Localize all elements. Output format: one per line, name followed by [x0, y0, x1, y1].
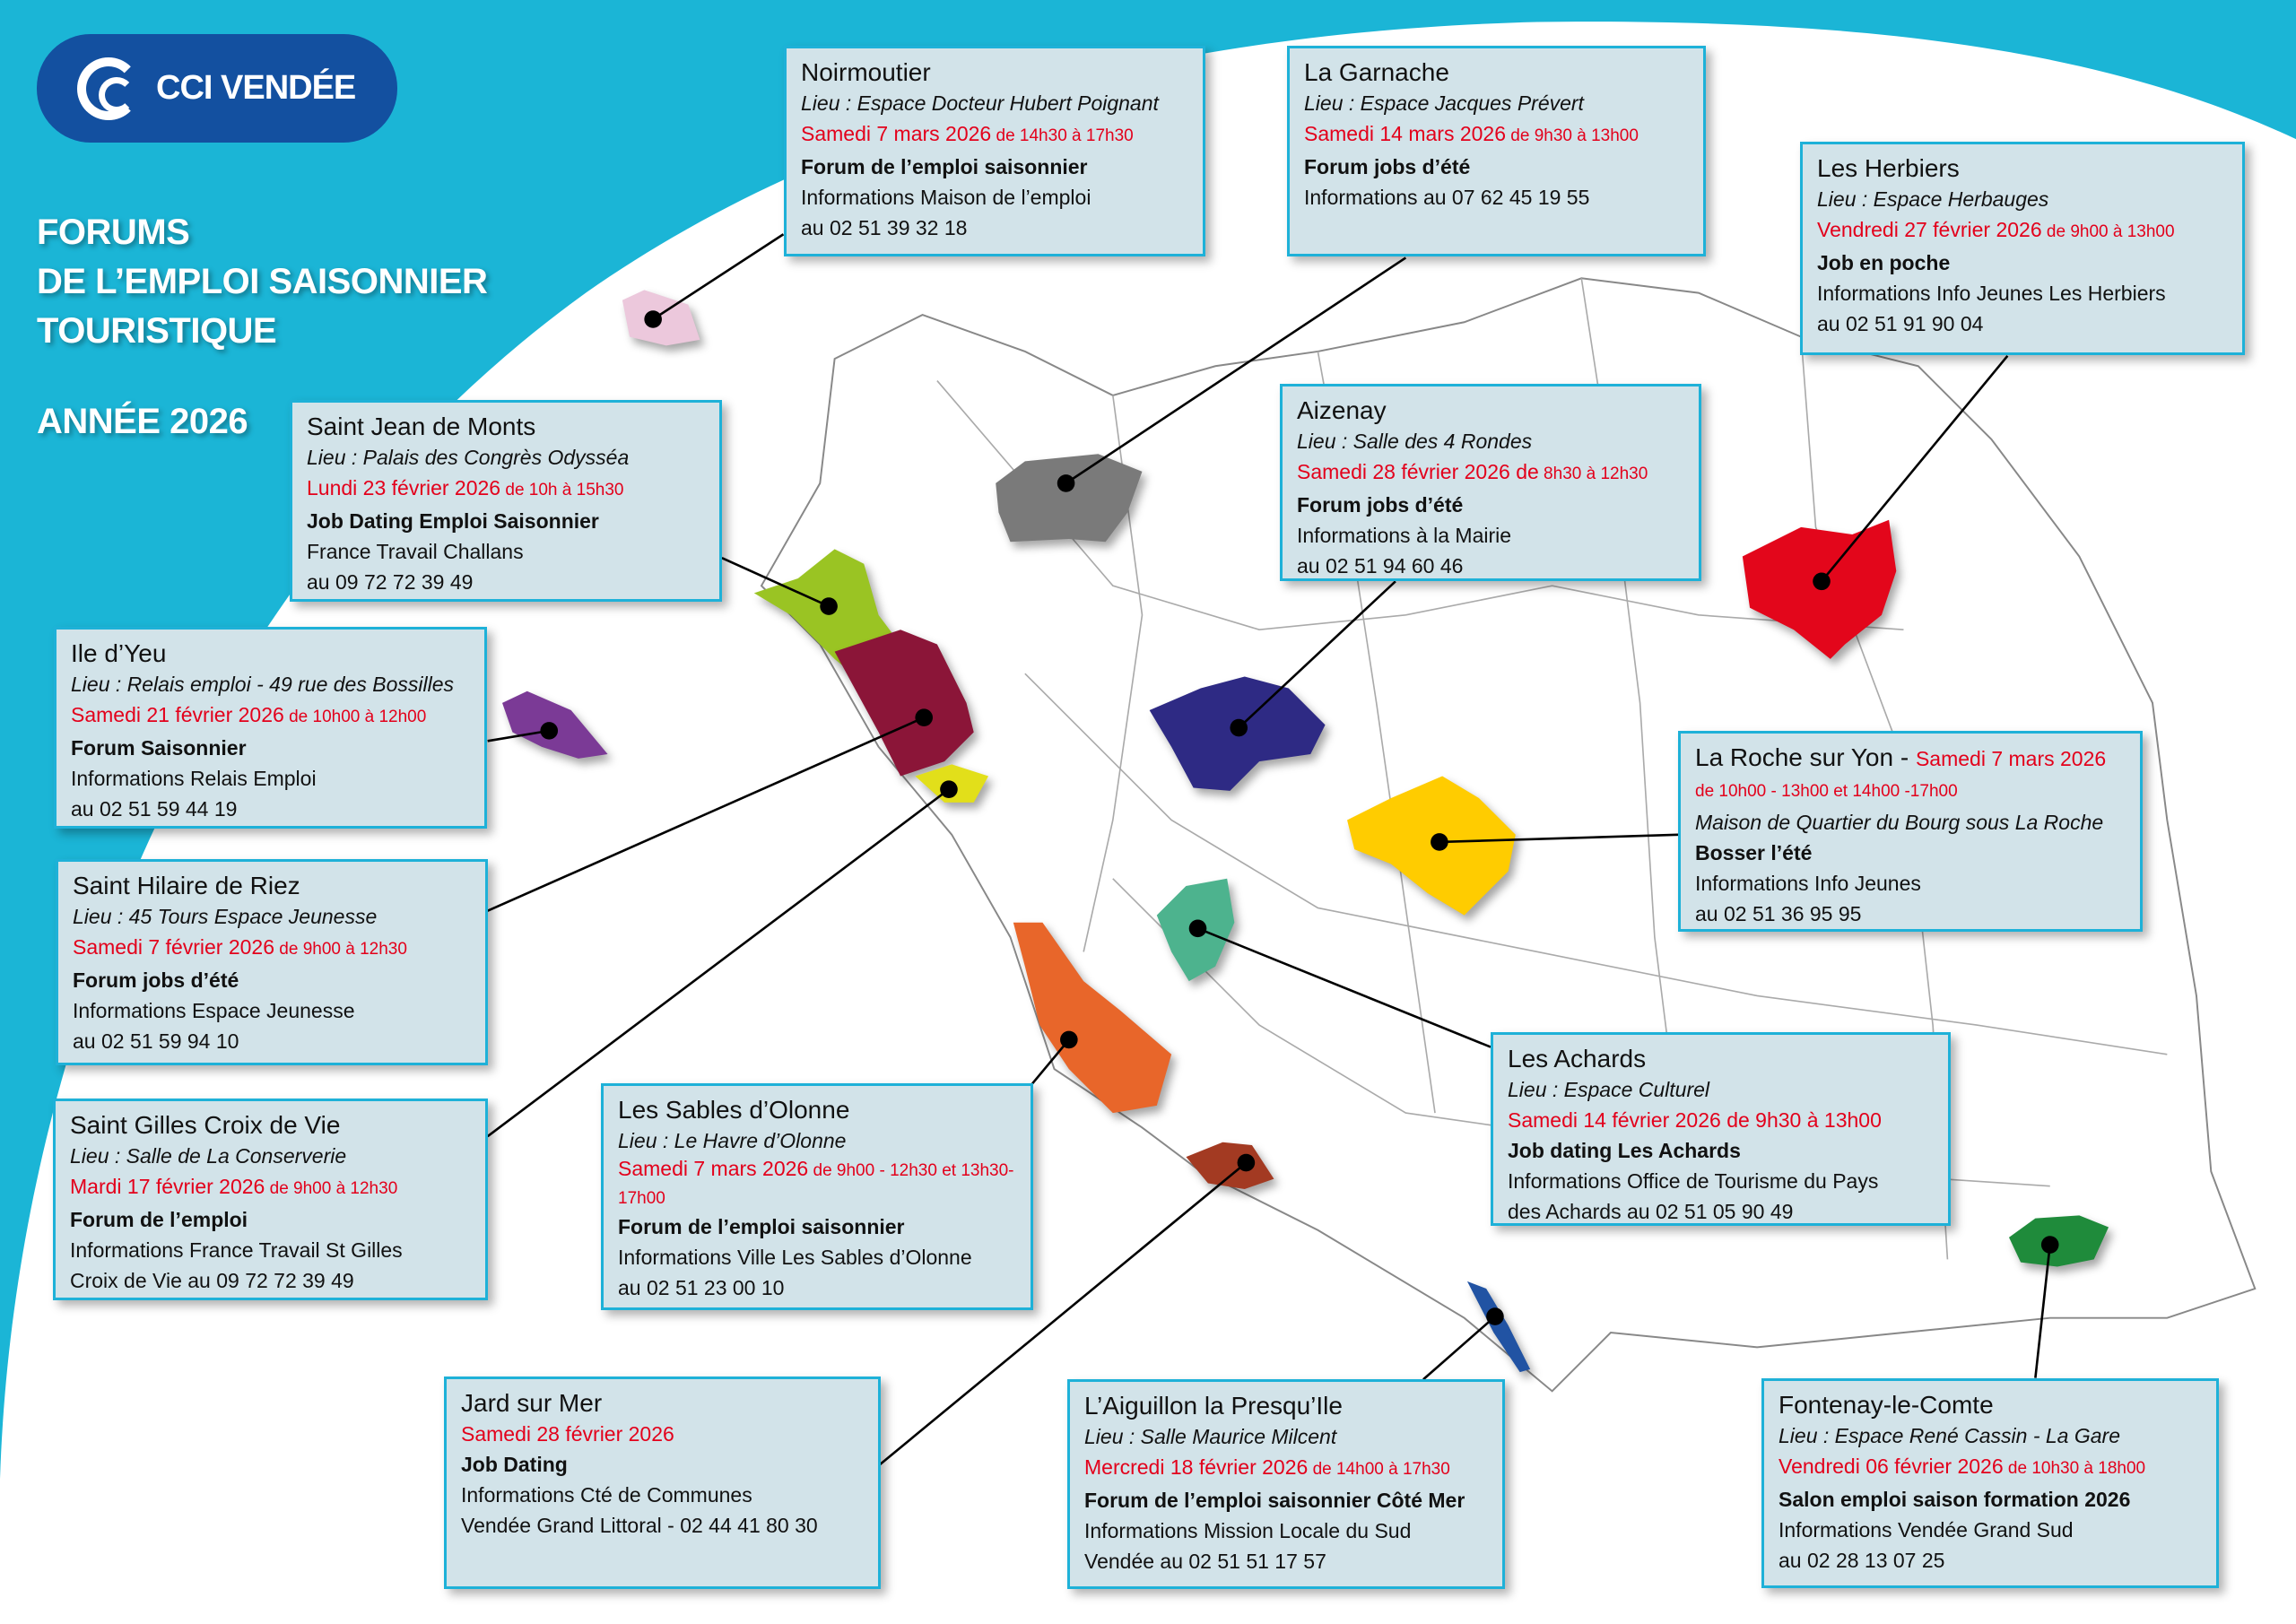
event-venue: Lieu : Palais des Congrès Odysséa — [307, 446, 630, 469]
event-time: de 9h30 à 13h00 — [1506, 126, 1639, 145]
event-info: Informations au 07 62 45 19 55 — [1304, 186, 1590, 209]
event-title — [618, 1095, 1016, 1125]
event-box-les-sables-d-olonne — [601, 1083, 1033, 1310]
event-info: Informations Relais Emploi — [71, 767, 317, 790]
event-box-ile-d-yeu — [54, 627, 487, 829]
event-date: Samedi 21 février 2026 — [71, 703, 284, 726]
event-info: au 02 28 13 07 25 — [1779, 1549, 1945, 1572]
event-box-l-aiguillon — [1067, 1379, 1505, 1589]
event-info: au 02 51 36 95 95 — [1695, 902, 1862, 925]
event-date: Samedi 28 février 2026 de — [1297, 460, 1539, 483]
event-info: au 02 51 59 94 10 — [73, 1029, 239, 1053]
event-town: L’Aiguillon la Presqu’Ile — [1084, 1392, 1343, 1420]
event-info: Vendée Grand Littoral - 02 44 41 80 30 — [461, 1514, 818, 1537]
event-name: Forum de l’emploi saisonnier Côté Mer — [1084, 1489, 1465, 1512]
event-date: Vendredi 27 février 2026 — [1817, 218, 2042, 241]
event-name: Job en poche — [1817, 251, 1951, 274]
event-town: Les Sables d’Olonne — [618, 1096, 850, 1124]
event-date-line — [618, 1156, 1016, 1211]
event-box-saint-gilles-croix-de-vie — [53, 1099, 488, 1300]
event-time: de 9h00 à 12h30 — [274, 940, 407, 959]
event-box-la-roche-sur-yon — [1678, 731, 2143, 932]
event-name: Forum de l’emploi — [70, 1208, 248, 1231]
event-time: de 10h30 à 18h00 — [2003, 1459, 2146, 1478]
event-title — [1779, 1390, 2202, 1420]
event-info: au 02 51 59 44 19 — [71, 797, 238, 821]
event-date-line — [70, 1171, 471, 1204]
event-venue: Lieu : Salle des 4 Rondes — [1297, 430, 1533, 453]
event-town: Saint Hilaire de Riez — [73, 872, 300, 899]
event-date-line — [1304, 118, 1689, 152]
event-info: au 02 51 94 60 46 — [1297, 554, 1464, 578]
event-town: Les Achards — [1508, 1045, 1647, 1073]
event-title — [71, 638, 470, 669]
event-name: Forum de l’emploi saisonnier — [618, 1215, 905, 1238]
event-date: Mardi 17 février 2026 — [70, 1175, 265, 1198]
event-date: Samedi 7 mars 2026 — [618, 1157, 809, 1180]
event-date: Vendredi 06 février 2026 — [1779, 1455, 2004, 1478]
event-date: Samedi 7 février 2026 — [73, 935, 275, 959]
event-town: Saint Jean de Monts — [307, 413, 536, 440]
event-name: Forum jobs d’été — [73, 968, 239, 992]
event-title — [1304, 57, 1689, 88]
event-info: France Travail Challans — [307, 540, 524, 563]
location-dot-les-achards — [1189, 920, 1207, 938]
event-title — [1695, 743, 2126, 774]
event-time-text: de 10h00 - 13h00 et 14h00 -17h00 — [1695, 782, 1958, 801]
event-time: de 9h00 à 13h00 — [2041, 222, 2175, 241]
event-town: La Roche sur Yon - — [1695, 743, 1916, 771]
event-info: au 02 51 91 90 04 — [1817, 312, 1984, 335]
location-dot-les-sables-d-olonne — [1060, 1031, 1078, 1049]
event-venue: Lieu : 45 Tours Espace Jeunesse — [73, 905, 378, 928]
location-dot-aizenay — [1230, 719, 1248, 737]
event-info: Croix de Vie au 09 72 72 39 49 — [70, 1269, 354, 1292]
event-time: de 9h00 à 12h30 — [265, 1179, 398, 1198]
event-venue: Lieu : Espace Docteur Hubert Poignant — [801, 91, 1159, 115]
event-info: Vendée au 02 51 51 17 57 — [1084, 1550, 1326, 1573]
event-info: au 02 51 23 00 10 — [618, 1276, 785, 1299]
event-date-line — [1779, 1451, 2202, 1484]
location-dot-fontenay-le-comte — [2041, 1236, 2059, 1254]
event-date: Lundi 23 février 2026 — [307, 476, 501, 499]
location-dot-saint-jean-de-monts — [820, 597, 838, 615]
event-town: Les Herbiers — [1817, 154, 1960, 182]
event-venue: Lieu : Espace Herbauges — [1817, 187, 2049, 211]
event-name: Job Dating Emploi Saisonnier — [307, 509, 599, 533]
event-info: Informations Ville Les Sables d’Olonne — [618, 1246, 972, 1269]
location-dot-noirmoutier — [644, 310, 662, 328]
event-town: Aizenay — [1297, 396, 1387, 424]
event-venue: Lieu : Salle de La Conserverie — [70, 1144, 347, 1168]
event-date-line — [461, 1419, 864, 1449]
event-town: Fontenay-le-Comte — [1779, 1391, 1994, 1419]
event-venue: Lieu : Relais emploi - 49 rue des Bossilles — [71, 673, 454, 696]
event-info: Informations à la Mairie — [1297, 524, 1512, 547]
event-time — [1695, 774, 2126, 807]
event-date: Samedi 14 février 2026 de 9h30 à 13h00 — [1508, 1108, 1882, 1132]
event-venue: Lieu : Salle Maurice Milcent — [1084, 1425, 1337, 1448]
event-box-aizenay — [1280, 384, 1701, 581]
event-date: Samedi 14 mars 2026 — [1304, 122, 1507, 145]
event-venue: Lieu : Espace Culturel — [1508, 1078, 1710, 1101]
location-dot-saint-hilaire-de-riez — [915, 708, 933, 726]
event-date-line — [73, 932, 471, 965]
event-info: Informations Espace Jeunesse — [73, 999, 355, 1022]
event-title — [1817, 153, 2228, 184]
event-info: Informations Cté de Communes — [461, 1483, 752, 1507]
event-name: Bosser l’été — [1695, 841, 1813, 864]
event-box-la-garnache — [1287, 46, 1706, 256]
title-line-3: TOURISTIQUE — [37, 311, 277, 351]
event-town: Ile d’Yeu — [71, 639, 167, 667]
event-name: Salon emploi saison formation 2026 — [1779, 1488, 2131, 1511]
event-town: Saint Gilles Croix de Vie — [70, 1111, 341, 1139]
location-dot-l-aiguillon — [1486, 1307, 1504, 1325]
event-date-line — [71, 699, 470, 733]
location-dot-la-roche-sur-yon — [1431, 833, 1448, 851]
event-name: Forum jobs d’été — [1297, 493, 1464, 517]
event-box-saint-jean-de-monts — [290, 400, 722, 602]
event-name: Job dating Les Achards — [1508, 1139, 1741, 1162]
event-title — [70, 1110, 471, 1141]
location-dot-les-herbiers — [1813, 573, 1831, 591]
event-title — [801, 57, 1188, 88]
event-title — [1084, 1391, 1488, 1421]
event-time: de 10h00 à 12h00 — [283, 708, 427, 726]
title-line-1: FORUMS — [37, 213, 190, 252]
event-info: au 09 72 72 39 49 — [307, 570, 474, 594]
event-info: Informations Mission Locale du Sud — [1084, 1519, 1412, 1542]
event-title — [73, 871, 471, 901]
event-info: des Achards au 02 51 05 90 49 — [1508, 1200, 1794, 1223]
event-title — [461, 1388, 864, 1419]
event-info: Informations Info Jeunes — [1695, 872, 1921, 895]
event-date: Samedi 28 février 2026 — [461, 1422, 674, 1446]
event-box-les-achards — [1491, 1032, 1951, 1226]
event-date: Mercredi 18 février 2026 — [1084, 1455, 1309, 1479]
event-time: de 9h00 - 12h30 et 13h30-17h00 — [618, 1161, 1014, 1208]
page-title — [37, 208, 487, 356]
event-info: Informations Vendée Grand Sud — [1779, 1518, 2074, 1541]
event-town: Noirmoutier — [801, 58, 931, 86]
location-dot-la-garnache — [1057, 474, 1075, 492]
event-title — [307, 412, 705, 442]
event-name: Forum de l’emploi saisonnier — [801, 155, 1088, 178]
event-venue: Lieu : Le Havre d’Olonne — [618, 1129, 847, 1152]
title-line-2: DE L’EMPLOI SAISONNIER — [37, 262, 488, 301]
event-time: de 10h à 15h30 — [500, 481, 624, 499]
event-town: La Garnache — [1304, 58, 1449, 86]
event-info: Informations Maison de l’emploi — [801, 186, 1091, 209]
event-box-saint-hilaire-de-riez — [56, 859, 488, 1065]
cci-vendee-logo — [37, 34, 397, 143]
event-info: Informations Info Jeunes Les Herbiers — [1817, 282, 2166, 305]
event-date-line — [801, 118, 1188, 152]
event-info: au 02 51 39 32 18 — [801, 216, 968, 239]
event-date: Samedi 7 mars 2026 — [1915, 747, 2107, 770]
event-date-line — [307, 473, 705, 506]
location-dot-saint-gilles-croix-de-vie — [940, 780, 958, 798]
logo-text: CCI VENDÉE — [156, 69, 356, 107]
event-date-line — [1297, 456, 1684, 490]
event-date-line — [1817, 214, 2228, 248]
event-date-line — [1084, 1452, 1488, 1485]
event-name: Forum jobs d’été — [1304, 155, 1471, 178]
cci-logo-icon — [77, 57, 140, 120]
location-dot-ile-d-yeu — [540, 722, 558, 740]
event-name: Job Dating — [461, 1453, 568, 1476]
year-title: ANNÉE 2026 — [37, 402, 248, 441]
event-box-noirmoutier — [784, 46, 1205, 256]
event-info: Informations France Travail St Gilles — [70, 1238, 403, 1262]
event-box-les-herbiers — [1800, 142, 2245, 355]
event-title — [1297, 395, 1684, 426]
event-box-jard-sur-mer — [444, 1376, 881, 1589]
event-time: 8h30 à 12h30 — [1538, 465, 1648, 483]
event-date-line — [1508, 1105, 1934, 1135]
location-dot-jard-sur-mer — [1238, 1154, 1256, 1172]
event-venue: Lieu : Espace Jacques Prévert — [1304, 91, 1584, 115]
event-venue: Lieu : Espace René Cassin - La Gare — [1779, 1424, 2120, 1447]
event-box-fontenay-le-comte — [1761, 1378, 2219, 1588]
event-date: Samedi 7 mars 2026 — [801, 122, 992, 145]
event-town: Jard sur Mer — [461, 1389, 603, 1417]
event-title — [1508, 1044, 1934, 1074]
event-venue: Maison de Quartier du Bourg sous La Roche — [1695, 811, 2104, 834]
event-info: Informations Office de Tourisme du Pays — [1508, 1169, 1879, 1193]
event-time: de 14h00 à 17h30 — [1308, 1460, 1450, 1479]
event-name: Forum Saisonnier — [71, 736, 247, 760]
event-time: de 14h30 à 17h30 — [991, 126, 1134, 145]
